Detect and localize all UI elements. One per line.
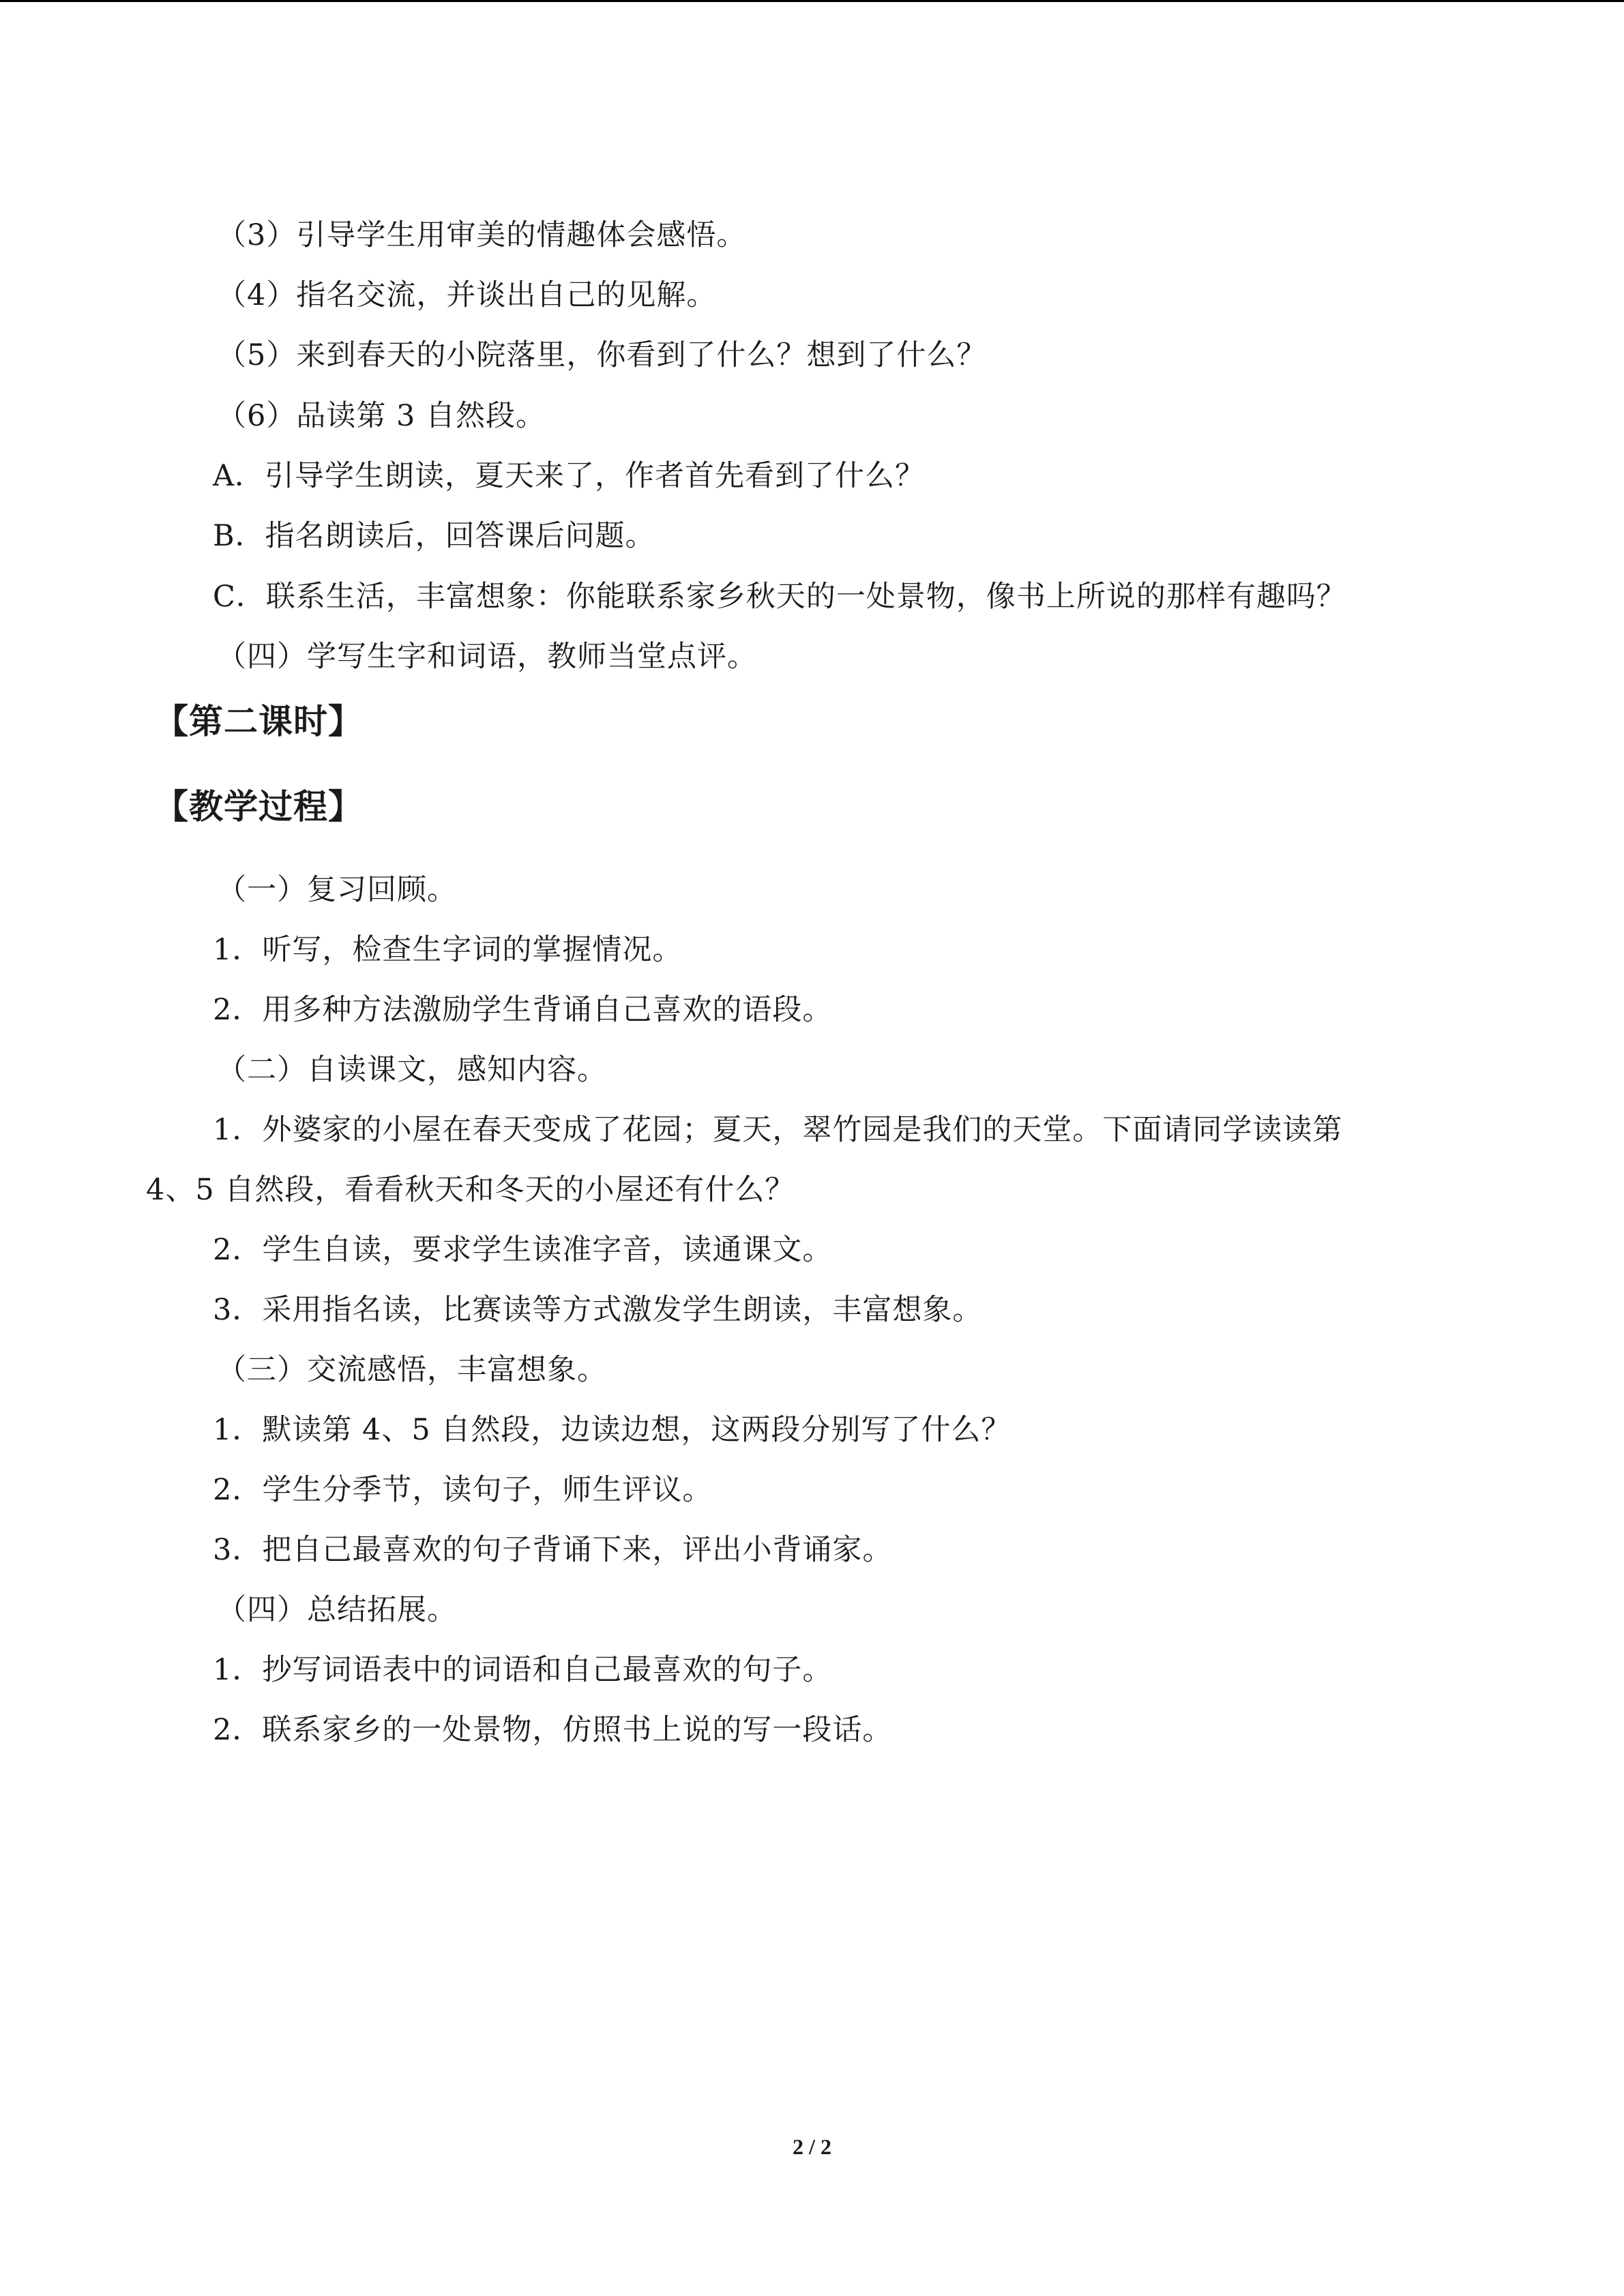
text-line: A．引导学生朗读，夏天来了，作者首先看到了什么？: [213, 459, 926, 493]
text-line: 1．听写，检查生字词的掌握情况。: [213, 933, 683, 967]
text-line: C．联系生活，丰富想象：你能联系家乡秋天的一处景物，像书上所说的那样有趣吗？: [213, 580, 1346, 614]
page-number: 2 / 2: [793, 2134, 831, 2159]
text-line: 1．默读第 4、5 自然段，边读边想，这两段分别写了什么？: [213, 1413, 1012, 1447]
section-heading: 【第二课时】: [154, 702, 363, 741]
text-line: 4、5 自然段，看看秋天和冬天的小屋还有什么？: [146, 1173, 795, 1207]
text-line: （一）复习回顾。: [217, 873, 457, 907]
text-line: 2．用多种方法激励学生背诵自己喜欢的语段。: [213, 993, 833, 1027]
text-line: 1．外婆家的小屋在春天变成了花园；夏天，翠竹园是我们的天堂。下面请同学读读第: [213, 1113, 1343, 1147]
text-line: （6）品读第 3 自然段。: [217, 399, 546, 433]
text-line: （四）总结拓展。: [217, 1593, 457, 1627]
text-line: B．指名朗读后，回答课后问题。: [213, 519, 655, 553]
text-line: （3）引导学生用审美的情趣体会感悟。: [217, 218, 747, 252]
text-line: 3．把自己最喜欢的句子背诵下来，评出小背诵家。: [213, 1533, 893, 1567]
section-heading: 【教学过程】: [154, 787, 363, 826]
text-line: （4）指名交流，并谈出自己的见解。: [217, 278, 717, 312]
text-line: 1．抄写词语表中的词语和自己最喜欢的句子。: [213, 1653, 833, 1687]
text-line: 2．学生分季节，读句子，师生评议。: [213, 1473, 713, 1507]
text-line: 3．采用指名读，比赛读等方式激发学生朗读，丰富想象。: [213, 1293, 983, 1327]
text-line: （5）来到春天的小院落里，你看到了什么？想到了什么？: [217, 338, 987, 372]
text-line: 2．联系家乡的一处景物，仿照书上说的写一段话。: [213, 1713, 893, 1747]
text-line: （三）交流感悟，丰富想象。: [217, 1353, 607, 1387]
text-line: （二）自读课文，感知内容。: [217, 1053, 607, 1087]
text-line: （四）学写生字和词语，教师当堂点评。: [217, 640, 757, 674]
text-line: 2．学生自读，要求学生读准字音，读通课文。: [213, 1233, 833, 1267]
